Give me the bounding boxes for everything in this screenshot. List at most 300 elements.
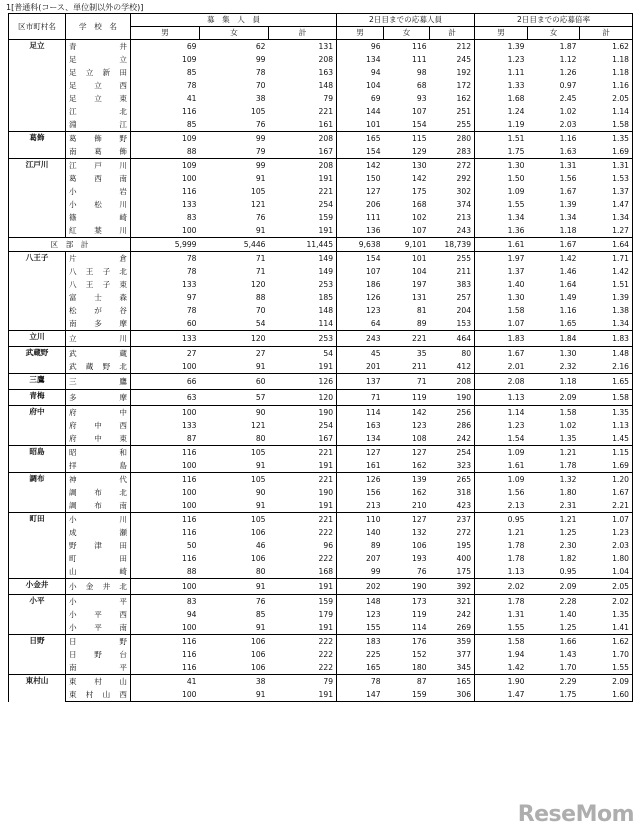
value-cell: 1.13 [507,566,525,576]
municipality-cell: 小金井 [9,579,66,595]
municipality-cell: 武蔵野 [9,347,66,374]
school-name-cell: 府中東 [66,432,131,446]
school-name-cell: 三鷹 [66,374,131,390]
value-cell: 100 [131,579,200,595]
value-cell: 106 [251,527,266,537]
value-cell: 345 [430,661,475,675]
value-cell: 107 [366,266,381,276]
value-cell: 91 [255,361,266,371]
value-cell: 114 [337,406,384,420]
value-cell: 210 [412,500,427,510]
value-cell: 144 [366,106,381,116]
school-name-cell: 山崎 [66,565,131,579]
value-cell: 272 [430,159,475,173]
table-caption: 1[普通科(コース、単位制以外の学校)] [6,3,144,12]
value-cell: 221 [269,105,337,118]
value-cell: 134 [366,433,381,443]
value-cell: 221 [269,513,337,527]
value-cell: 1.78 [507,553,525,563]
value-cell: 1.35 [559,433,577,443]
value-cell: 0.95 [559,566,577,576]
value-cell: 1.15 [580,446,633,460]
value-cell: 1.02 [559,420,577,430]
table-row [9,172,633,185]
value-cell: 206 [366,199,381,209]
value-cell: 255 [430,118,475,132]
value-cell: 41 [186,93,197,103]
value-cell: 423 [430,499,475,513]
value-cell: 251 [430,105,475,118]
value-cell: 221 [269,473,337,487]
value-cell: 1.78 [559,460,577,470]
school-name-cell: 江北 [66,105,131,118]
value-cell: 126 [366,292,381,302]
value-cell: 129 [412,146,427,156]
value-cell: 114 [269,317,337,331]
value-cell: 91 [255,173,266,183]
table-row [9,446,633,460]
value-cell: 1.45 [580,432,633,446]
municipality-cell: 三鷹 [9,374,66,390]
value-cell: 253 [269,331,337,347]
value-cell: 176 [384,635,430,649]
table-row [9,486,633,499]
value-cell: 213 [430,211,475,224]
value-cell: 211 [430,265,475,278]
value-cell: 321 [430,595,475,609]
value-cell: 1.53 [580,172,633,185]
value-cell: 1.37 [580,185,633,198]
value-cell: 100 [182,361,197,371]
value-cell: 85 [255,609,266,619]
value-cell: 89 [370,540,381,550]
value-cell: 1.62 [580,40,633,54]
value-cell: 191 [269,621,337,635]
value-cell: 191 [269,172,337,185]
school-name-cell: 青井 [66,40,131,54]
value-cell: 161 [269,118,337,132]
school-name-cell: 成瀬 [66,526,131,539]
value-cell: 245 [430,53,475,66]
value-cell: 204 [430,304,475,317]
school-name-cell: 日野台 [66,648,131,661]
value-cell: 191 [269,579,337,595]
school-name-cell: 小川 [66,513,131,527]
table-row [9,331,633,347]
value-cell: 1.33 [507,80,525,90]
table-row [9,608,633,621]
value-cell: 133 [182,199,197,209]
table-row [9,473,633,487]
value-cell: 154 [412,119,427,129]
value-cell: 1.58 [528,406,580,420]
value-cell: 162 [412,460,427,470]
municipality-cell: 葛飾 [9,132,66,159]
value-cell: 191 [269,360,337,374]
value-cell: 45 [337,347,384,361]
value-cell: 79 [269,675,337,689]
municipality-cell: 江戸川 [9,159,66,238]
value-cell: 1.56 [507,487,525,497]
value-cell: 1.75 [507,146,525,156]
table-row [9,105,633,118]
value-cell: 255 [430,252,475,266]
value-cell: 76 [255,119,266,129]
value-cell: 1.64 [559,279,577,289]
value-cell: 148 [269,304,337,317]
value-cell: 1.16 [559,305,577,315]
value-cell: 1.09 [475,473,528,487]
value-cell: 1.31 [580,159,633,173]
value-cell: 97 [186,292,197,302]
value-cell: 254 [269,419,337,432]
table-header [9,14,633,40]
value-cell: 1.47 [475,688,528,702]
value-cell: 165 [337,132,384,146]
value-cell: 60 [200,374,269,390]
school-name-cell: 篠崎 [66,211,131,224]
value-cell: 132 [412,527,427,537]
value-cell: 2.21 [580,499,633,513]
value-cell: 87 [186,433,197,443]
value-cell: 126 [269,374,337,390]
school-name-cell: 足立新田 [66,66,131,79]
value-cell: 1.40 [507,279,525,289]
table-row [9,432,633,446]
value-cell: 96 [337,40,384,54]
value-cell: 80 [255,433,266,443]
value-cell: 1.07 [580,513,633,527]
value-cell: 89 [416,318,427,328]
school-name-cell: 東村山 [66,675,131,689]
table-row [9,459,633,473]
value-cell: 243 [430,224,475,238]
value-cell: 1.55 [507,199,525,209]
value-cell: 186 [366,279,381,289]
header-school: 学 校 名 [66,14,131,40]
value-cell: 120 [269,390,337,406]
value-cell: 1.58 [580,118,633,132]
value-cell: 175 [412,186,427,196]
value-cell: 105 [251,186,266,196]
value-cell: 149 [269,252,337,266]
value-cell: 1.39 [475,40,528,54]
value-cell: 116 [131,446,200,460]
value-cell: 1.83 [580,331,633,347]
value-cell: 254 [430,446,475,460]
value-cell: 1.46 [559,266,577,276]
table-row [9,265,633,278]
value-cell: 383 [430,278,475,291]
value-cell: 1.78 [507,540,525,550]
value-cell: 70 [255,80,266,90]
value-cell: 2.03 [559,119,577,129]
value-cell: 133 [131,331,200,347]
value-cell: 159 [269,595,337,609]
value-cell: 121 [251,420,266,430]
value-cell: 2.05 [580,579,633,595]
value-cell: 1.80 [580,552,633,565]
school-name-cell: 武蔵 [66,347,131,361]
value-cell: 123 [366,609,381,619]
value-cell: 115 [384,132,430,146]
value-cell: 91 [255,622,266,632]
value-cell: 1.51 [580,278,633,291]
value-cell: 163 [366,420,381,430]
value-cell: 1.21 [528,446,580,460]
value-cell: 211 [412,361,427,371]
table-row [9,211,633,224]
school-name-cell: 葛西南 [66,172,131,185]
value-cell: 100 [182,500,197,510]
subtotal-value: 5,446 [200,238,269,252]
value-cell: 101 [384,252,430,266]
value-cell: 105 [251,106,266,116]
school-name-cell: 立川 [66,331,131,347]
value-cell: 76 [416,566,427,576]
table-row [9,132,633,146]
value-cell: 1.25 [559,527,577,537]
school-name-cell: 東村山西 [66,688,131,702]
value-cell: 1.55 [507,622,525,632]
value-cell: 190 [384,579,430,595]
value-cell: 1.19 [507,119,525,129]
municipality-cell: 調布 [9,473,66,513]
school-name-cell: 日野 [66,635,131,649]
value-cell: 98 [416,67,427,77]
value-cell: 1.97 [475,252,528,266]
value-cell: 165 [430,675,475,689]
table-row [9,406,633,420]
value-cell: 80 [430,347,475,361]
value-cell: 133 [182,420,197,430]
value-cell: 1.24 [507,106,525,116]
value-cell: 1.80 [559,487,577,497]
table-row [9,159,633,173]
value-cell: 116 [182,186,197,196]
value-cell: 2.09 [528,390,580,406]
value-cell: 54 [255,318,266,328]
value-cell: 1.02 [559,106,577,116]
value-cell: 168 [269,565,337,579]
value-cell: 142 [412,173,427,183]
value-cell: 154 [337,252,384,266]
value-cell: 1.09 [475,446,528,460]
value-cell: 1.21 [528,513,580,527]
header-female: 女 [200,27,269,40]
value-cell: 102 [412,212,427,222]
value-cell: 127 [366,186,381,196]
value-cell: 1.65 [580,374,633,390]
value-cell: 1.23 [507,420,525,430]
value-cell: 78 [186,305,197,315]
value-cell: 1.63 [559,146,577,156]
value-cell: 106 [200,635,269,649]
value-cell: 106 [251,553,266,563]
header-total: 計 [430,27,475,40]
value-cell: 148 [337,595,384,609]
school-name-cell: 拝島 [66,459,131,473]
value-cell: 99 [255,54,266,64]
value-cell: 107 [412,225,427,235]
value-cell: 96 [269,539,337,552]
value-cell: 2.03 [580,539,633,552]
value-cell: 140 [366,527,381,537]
value-cell: 1.16 [580,79,633,92]
value-cell: 1.18 [559,225,577,235]
value-cell: 100 [182,225,197,235]
value-cell: 306 [430,688,475,702]
value-cell: 1.94 [507,649,525,659]
value-cell: 1.67 [580,486,633,499]
value-cell: 150 [366,173,381,183]
value-cell: 1.51 [475,132,528,146]
value-cell: 1.36 [507,225,525,235]
school-name-cell: 足立東 [66,92,131,105]
municipality-cell: 東村山 [9,675,66,702]
school-name-cell: 府中 [66,406,131,420]
subtotal-value: 9,101 [384,238,430,252]
table-row [9,317,633,331]
value-cell: 1.35 [580,406,633,420]
value-cell: 78 [255,67,266,77]
value-cell: 131 [269,40,337,54]
value-cell: 66 [131,374,200,390]
value-cell: 155 [366,622,381,632]
value-cell: 162 [430,92,475,105]
value-cell: 1.84 [528,331,580,347]
value-cell: 1.16 [528,132,580,146]
table-row [9,278,633,291]
value-cell: 192 [430,66,475,79]
value-cell: 116 [384,40,430,54]
municipality-cell: 日野 [9,635,66,675]
value-cell: 207 [366,553,381,563]
value-cell: 225 [366,649,381,659]
school-name-cell: 町田 [66,552,131,565]
value-cell: 1.34 [580,317,633,331]
value-cell: 91 [200,579,269,595]
value-cell: 1.69 [580,145,633,159]
value-cell: 123 [366,305,381,315]
school-name-cell: 葛飾野 [66,132,131,146]
school-name-cell: 神代 [66,473,131,487]
value-cell: 1.75 [528,688,580,702]
value-cell: 1.42 [580,265,633,278]
school-name-cell: 昭和 [66,446,131,460]
header-male: 男 [475,27,528,40]
value-cell: 1.14 [580,105,633,118]
value-cell: 27 [131,347,200,361]
value-cell: 1.18 [528,374,580,390]
value-cell: 265 [430,473,475,487]
value-cell: 119 [412,609,427,619]
value-cell: 127 [337,446,384,460]
table-row [9,185,633,198]
municipality-cell: 青梅 [9,390,66,406]
value-cell: 64 [370,318,381,328]
value-cell: 222 [269,661,337,675]
value-cell: 1.67 [559,186,577,196]
value-cell: 272 [430,526,475,539]
value-cell: 120 [251,279,266,289]
value-cell: 254 [269,198,337,211]
value-cell: 46 [255,540,266,550]
value-cell: 88 [255,292,266,302]
value-cell: 35 [384,347,430,361]
value-cell: 242 [430,608,475,621]
table-row [9,92,633,105]
value-cell: 221 [269,446,337,460]
value-cell: 0.95 [475,513,528,527]
value-cell: 114 [412,622,427,632]
value-cell: 88 [186,146,197,156]
value-cell: 76 [200,595,269,609]
header-male: 男 [337,27,384,40]
value-cell: 101 [366,119,381,129]
value-cell: 292 [430,172,475,185]
table-row [9,79,633,92]
value-cell: 139 [384,473,430,487]
value-cell: 57 [200,390,269,406]
value-cell: 147 [337,688,384,702]
value-cell: 41 [131,675,200,689]
table-row [9,621,633,635]
table-row [9,526,633,539]
value-cell: 392 [430,579,475,595]
value-cell: 1.49 [559,292,577,302]
value-cell: 212 [430,40,475,54]
value-cell: 78 [186,80,197,90]
value-cell: 1.60 [580,688,633,702]
value-cell: 136 [366,225,381,235]
value-cell: 191 [269,224,337,238]
value-cell: 280 [430,132,475,146]
value-cell: 1.31 [507,609,525,619]
value-cell: 159 [269,211,337,224]
value-cell: 142 [384,406,430,420]
subtotal-value: 9,638 [337,238,384,252]
value-cell: 213 [366,500,381,510]
value-cell: 91 [255,460,266,470]
value-cell: 153 [430,317,475,331]
value-cell: 1.21 [507,527,525,537]
value-cell: 2.30 [559,540,577,550]
value-cell: 2.45 [559,93,577,103]
value-cell: 1.41 [580,621,633,635]
table-row [9,304,633,317]
school-name-cell: 八王子北 [66,265,131,278]
value-cell: 1.13 [475,390,528,406]
value-cell: 159 [384,688,430,702]
value-cell: 165 [366,662,381,672]
value-cell: 1.70 [559,662,577,672]
value-cell: 242 [430,432,475,446]
value-cell: 202 [337,579,384,595]
value-cell: 190 [269,406,337,420]
value-cell: 90 [255,487,266,497]
value-cell: 116 [131,513,200,527]
value-cell: 1.35 [580,132,633,146]
value-cell: 78 [131,252,200,266]
value-cell: 127 [384,446,430,460]
table-row [9,675,633,689]
value-cell: 149 [269,265,337,278]
value-cell: 27 [200,347,269,361]
value-cell: 269 [430,621,475,635]
value-cell: 1.14 [475,406,528,420]
value-cell: 221 [384,331,430,347]
